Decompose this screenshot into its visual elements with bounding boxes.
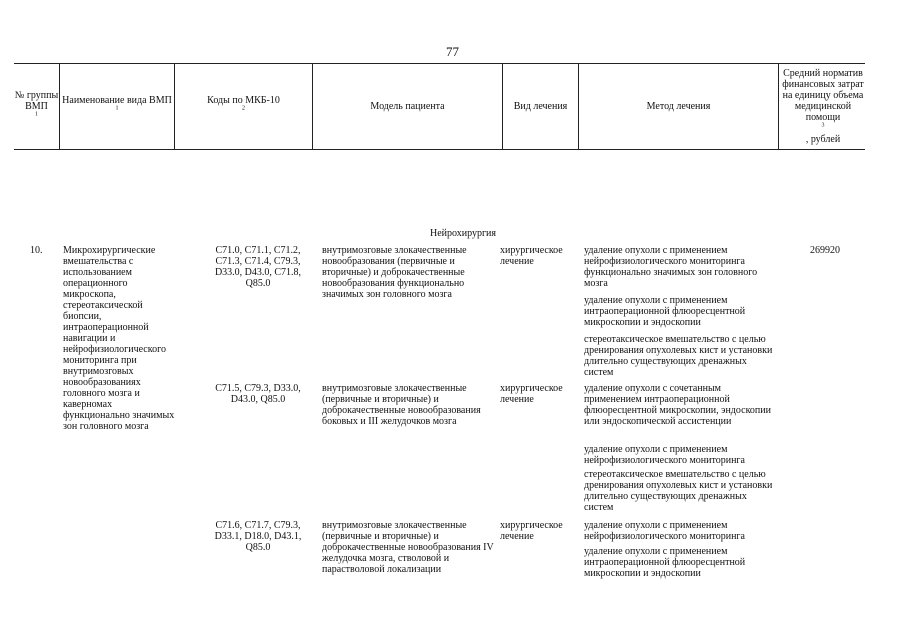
header-patient-model: Модель пациента: [370, 100, 445, 112]
header-icd-codes: Коды по МКБ-10 $^2$: [207, 95, 280, 112]
treatment-type: хирургическое лечение: [500, 520, 563, 542]
treatment-method: удаление опухоли с применением нейрофизиологического мониторинга функционально значимых зон головного мозга: [584, 245, 758, 289]
treatment-method: удаление опухоли с применением нейрофизиологического мониторинга: [584, 520, 745, 542]
header-average-cost: Средний норматив финансовых затрат на единицу объема медицинской помощи $^3$ , рублей: [782, 67, 864, 145]
row-number: 10.: [30, 245, 43, 256]
treatment-method: удаление опухоли с применением интраоперационной флюоресцентной микроскопии и эндоскопии: [584, 295, 746, 328]
treatment-method: стереотаксическое вмешательство с целью дренирования опухолевых кист и установки длительно существующих дренажных систем: [584, 469, 773, 513]
header-group-number: № группы ВМП $^1$: [14, 89, 59, 118]
patient-model: внутримозговые злокачественные новообразования (первичные и вторичные) и доброкачественные новообразования функционально значимых зон головного мозга: [322, 245, 467, 300]
page-number: 77: [446, 44, 459, 59]
patient-model: внутримозговые злокачественные (первичные и вторичные) и доброкачественные новообразования IV желудочка мозга, стволовой и парастволовой локализации: [322, 520, 494, 575]
header-treatment-type: Вид лечения: [513, 100, 568, 112]
treatment-type: хирургическое лечение: [500, 245, 563, 267]
header-divider: [778, 63, 779, 149]
treatment-method: удаление опухоли с применением интраоперационной флюоресцентной микроскопии и эндоскопии: [584, 546, 746, 579]
header-treatment-method: Метод лечения: [646, 100, 711, 112]
treatment-method: удаление опухоли с сочетанным применением интраоперационной флюоресцентной микроскопии, эндоскопии или эндоскопической ассистенции: [584, 383, 771, 427]
icd-codes: C71.5, C79.3, D33.0, D43.0, Q85.0: [215, 383, 301, 405]
header-vmp-name: Наименование вида ВМП $^1$: [62, 95, 172, 112]
icd-codes: C71.0, C71.1, C71.2, C71.3, C71.4, C79.3, D33.0, D43.0, C71.8, Q85.0: [214, 245, 302, 289]
header-bottom-rule: [14, 149, 865, 150]
treatment-type: хирургическое лечение: [500, 383, 563, 405]
average-cost: 269920: [810, 245, 840, 256]
treatment-method: стереотаксическое вмешательство с целью дренирования опухолевых кист и установки длительно существующих дренажных систем: [584, 334, 773, 378]
treatment-method: удаление опухоли с применением нейрофизиологического мониторинга: [584, 444, 745, 466]
section-title: Нейрохирургия: [429, 228, 497, 239]
icd-codes: C71.6, C71.7, C79.3, D33.1, D18.0, D43.1, Q85.0: [214, 520, 302, 553]
vmp-name: Микрохирургические вмешательства с использованием операционного микроскопа, стереотаксической биопсии, интраоперационной навигации и нейрофизиологического мониторинга при внутримозговых новообразованиях головного мозга и каверномах функционально значимых зон головного мозга: [63, 245, 175, 432]
patient-model: внутримозговые злокачественные (первичные и вторичные) и доброкачественные новообразования боковых и III желудочков мозга: [322, 383, 481, 427]
